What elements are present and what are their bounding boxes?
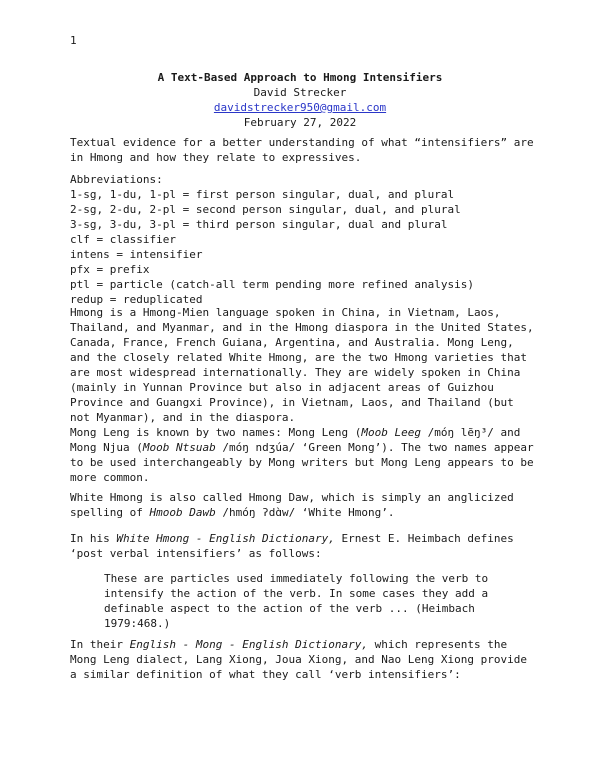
- intro-paragraph: [70, 135, 534, 165]
- text-line: In their English - Mong - English Dictionary, which represents the: [70, 638, 508, 651]
- white-hmong-paragraph: [70, 490, 530, 520]
- text-line: In his White Hmong - English Dictionary, Ernest E. Heimbach defines: [70, 532, 514, 545]
- text-line: Thailand, and Myanmar, and in the Hmong diaspora in the United States,: [70, 321, 534, 334]
- block-quote: [104, 571, 504, 631]
- abbreviation-item: 1-sg, 1-du, 1-pl = first person singular, dual, and plural: [70, 188, 455, 201]
- abbreviation-item: 2-sg, 2-du, 2-pl = second person singular, dual, and plural: [70, 203, 461, 216]
- text-line: to be used interchangeably by Mong writers but Mong Leng appears to be: [70, 456, 534, 469]
- abbreviation-item: intens = intensifier: [70, 248, 203, 261]
- text-line: intensify the action of the verb. In some cases they add a: [104, 587, 489, 600]
- text-line: White Hmong is also called Hmong Daw, which is simply an anglicized: [70, 491, 514, 504]
- text-line: Textual evidence for a better understanding of what “intensifiers” are: [70, 136, 534, 149]
- text-line: more common.: [70, 471, 150, 484]
- text-line: are most widespread internationally. They are widely spoken in China: [70, 366, 521, 379]
- document-title: A Text-Based Approach to Hmong Intensifiers: [157, 71, 443, 84]
- text-line: in Hmong and how they relate to expressives.: [70, 151, 362, 164]
- abbreviations-list: [70, 172, 530, 307]
- hmong-paragraph: [70, 305, 534, 425]
- title-block: [70, 70, 530, 130]
- text-line: These are particles used immediately following the verb to: [104, 572, 489, 585]
- text-line: Mong Njua (Moob Ntsuab /móŋ ndʒúa/ ‘Green Mong’). The two names appear: [70, 441, 534, 454]
- text-line: not Myanmar), and in the diaspora.: [70, 411, 296, 424]
- text-line: spelling of Hmoob Dawb /hmóŋ ʔdɑ̀w/ ‘White Hmong’.: [70, 506, 395, 519]
- page-number: 1: [70, 34, 77, 47]
- text-line: 1979:468.): [104, 617, 171, 630]
- text-line: Province and Guangxi Province), in Vietnam, Laos, and Thailand (but: [70, 396, 514, 409]
- author-name: David Strecker: [253, 86, 347, 99]
- text-line: ‘post verbal intensifiers’ as follows:: [70, 547, 322, 560]
- text-line: Mong Leng is known by two names: Mong Leng (Moob Leeg /móŋ lẽŋ³/ and: [70, 426, 521, 439]
- abbreviation-item: 3-sg, 3-du, 3-pl = third person singular, dual and plural: [70, 218, 448, 231]
- abbreviation-item: ptl = particle (catch-all term pending more refined analysis): [70, 278, 474, 291]
- text-line: Hmong is a Hmong-Mien language spoken in China, in Vietnam, Laos,: [70, 306, 501, 319]
- abbreviations-heading: Abbreviations:: [70, 173, 163, 186]
- text-line: Canada, France, French Guiana, Argentina, and Australia. Mong Leng,: [70, 336, 514, 349]
- document-date: February 27, 2022: [243, 116, 357, 129]
- text-line: Mong Leng dialect, Lang Xiong, Joua Xiong, and Nao Leng Xiong provide: [70, 653, 527, 666]
- dictionary-paragraph: [70, 637, 530, 682]
- text-line: a similar definition of what they call ‘verb intensifiers’:: [70, 668, 461, 681]
- text-line: (mainly in Yunnan Province but also in adjacent areas of Guizhou: [70, 381, 494, 394]
- author-email-link[interactable]: davidstrecker950@gmail.com: [213, 101, 387, 114]
- abbreviation-item: pfx = prefix: [70, 263, 150, 276]
- text-line: definable aspect to the action of the verb ... (Heimbach: [104, 602, 475, 615]
- heimbach-paragraph: [70, 531, 530, 561]
- abbreviation-item: clf = classifier: [70, 233, 176, 246]
- abbreviation-item: redup = reduplicated: [70, 293, 203, 306]
- mong-leng-paragraph: [70, 425, 534, 485]
- text-line: and the closely related White Hmong, are the two Hmong varieties that: [70, 351, 527, 364]
